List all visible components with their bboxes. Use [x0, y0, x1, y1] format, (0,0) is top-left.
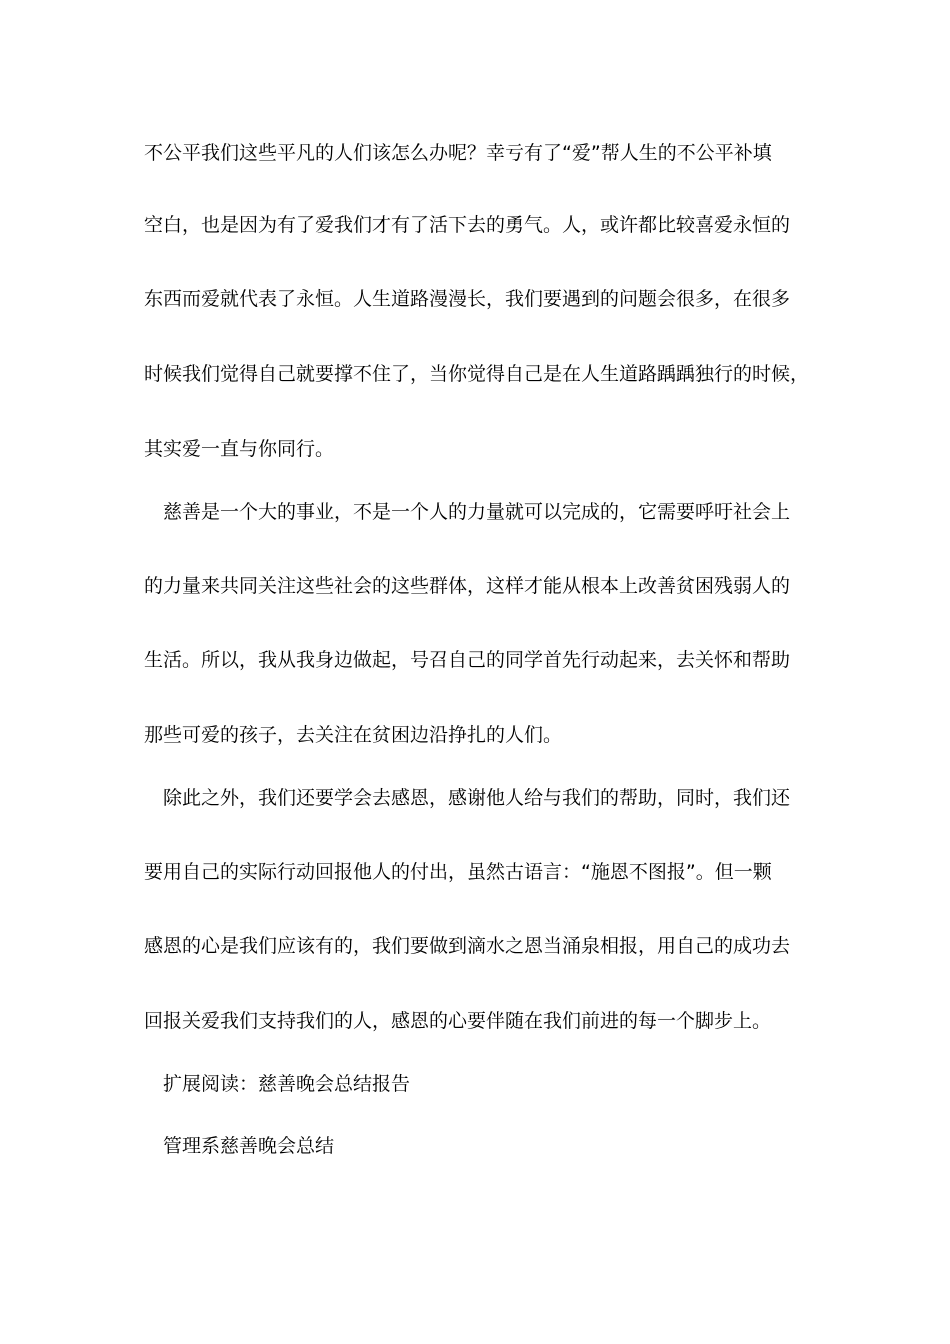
text-line: 感恩的心是我们应该有的，我们要做到滴水之恩当涌泉相报，用自己的成功去: [144, 935, 791, 957]
text-line: 生活。所以，我从我身边做起，号召自己的同学首先行动起来，去关怀和帮助: [144, 649, 791, 671]
section-heading: 管理系慈善晚会总结: [163, 1135, 335, 1157]
text-line: 空白，也是因为有了爱我们才有了活下去的勇气。人，或许都比较喜爱永恒的: [144, 214, 791, 236]
extended-reading-heading: 扩展阅读：慈善晚会总结报告: [163, 1073, 411, 1095]
paragraph-start-line: 慈善是一个大的事业，不是一个人的力量就可以完成的，它需要呼吁社会上: [163, 501, 791, 523]
text-line: 不公平我们这些平凡的人们该怎么办呢？幸亏有了“爱”帮人生的不公平补填: [144, 142, 772, 164]
text-line: 回报关爱我们支持我们的人，感恩的心要伴随在我们前进的每一个脚步上。: [144, 1010, 772, 1032]
text-line: 东西而爱就代表了永恒。人生道路漫漫长，我们要遇到的问题会很多，在很多: [144, 288, 791, 310]
text-line: 要用自己的实际行动回报他人的付出，虽然古语言：“施恩不图报”。但一颗: [144, 861, 772, 883]
text-line: 的力量来共同关注这些社会的这些群体，这样才能从根本上改善贫困残弱人的: [144, 575, 791, 597]
paragraph-start-line: 除此之外，我们还要学会去感恩，感谢他人给与我们的帮助，同时，我们还: [163, 787, 791, 809]
text-line: 时候我们觉得自己就要撑不住了，当你觉得自己是在人生道路踽踽独行的时候，: [144, 363, 810, 385]
text-line: 那些可爱的孩子，去关注在贫困边沿挣扎的人们。: [144, 724, 563, 746]
text-line: 其实爱一直与你同行。: [144, 438, 335, 460]
